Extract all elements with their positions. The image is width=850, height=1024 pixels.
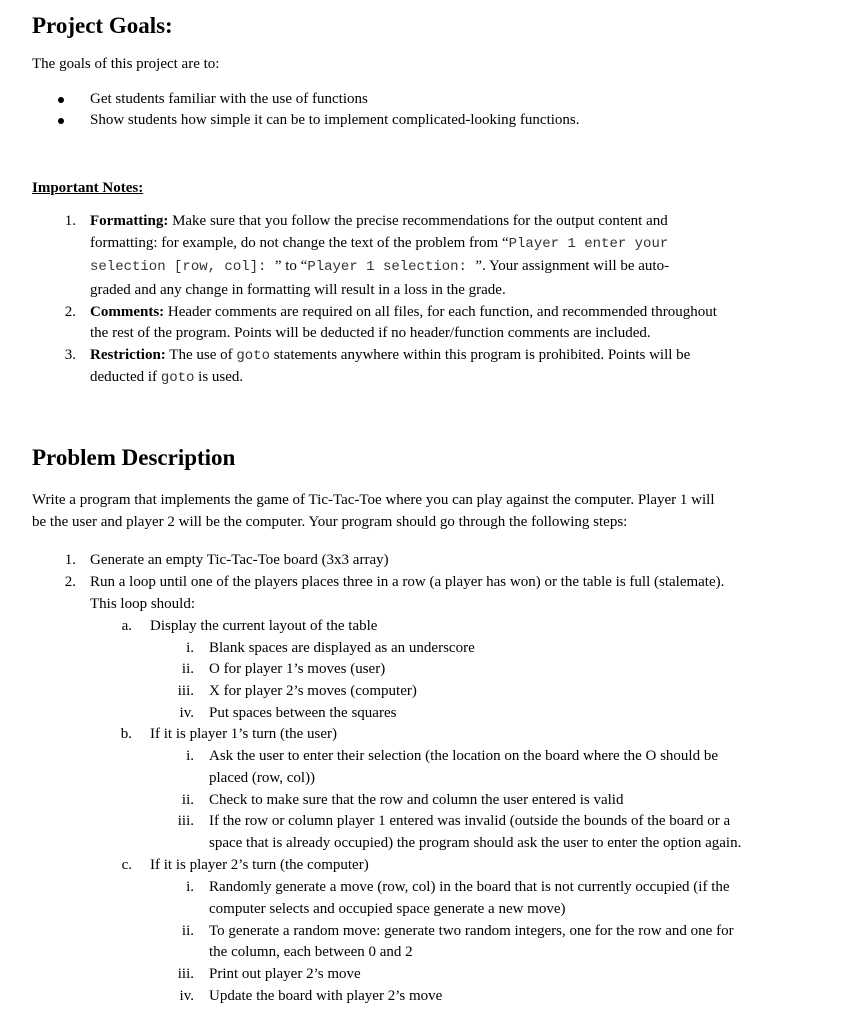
note-text: The use of — [165, 347, 237, 363]
list-marker: i. — [186, 640, 194, 656]
substep-a-ii: O for player 1’s moves (user) — [209, 661, 386, 677]
list-marker: iii. — [177, 813, 194, 829]
list-marker: i. — [186, 879, 194, 895]
note-restriction-line1 — [90, 345, 690, 368]
list-marker: ii. — [181, 661, 194, 677]
note-formatting-line1 — [90, 211, 668, 233]
note-formatting-line3 — [90, 256, 669, 279]
substep-b-iii-line1: If the row or column player 1 entered was invalid (outside the bounds of the board or a — [209, 813, 731, 829]
substep-c-ii-line2: the column, each between 0 and 2 — [209, 944, 413, 960]
substep-c: If it is player 2’s turn (the computer) — [150, 857, 369, 873]
list-marker: 2. — [64, 304, 76, 320]
bullet-icon — [58, 97, 64, 103]
goals-heading: Project Goals: — [32, 13, 173, 38]
note-text: is used. — [194, 369, 244, 385]
substep-b: If it is player 1’s turn (the user) — [150, 726, 338, 742]
note-comments-line1 — [90, 302, 717, 324]
list-marker: 1. — [64, 213, 76, 229]
substep-b-i-line1: Ask the user to enter their selection (the location on the board where the O should be — [209, 748, 719, 764]
code-snippet: goto — [160, 370, 195, 386]
note-text: formatting: for example, do not change the text of the problem from “ — [90, 235, 509, 251]
goals-intro: The goals of this project are to: — [32, 56, 220, 72]
note-text: deducted if — [90, 369, 161, 385]
substep-c-ii-line1: To generate a random move: generate two random integers, one for the row and one for — [209, 923, 734, 939]
substep-c-iv: Update the board with player 2’s move — [209, 988, 443, 1004]
list-marker: iii. — [177, 966, 194, 982]
note-label: Restriction: — [90, 347, 166, 363]
note-text: ” to “ — [274, 258, 308, 274]
substep-a-iii: X for player 2’s moves (computer) — [209, 683, 417, 699]
substep-b-iii-line2: space that is already occupied) the program should ask the user to enter the option again. — [209, 835, 742, 851]
list-marker: ii. — [181, 792, 194, 808]
list-marker: iv. — [179, 988, 194, 1004]
substep-b-ii: Check to make sure that the row and column the user entered is valid — [209, 792, 624, 808]
step-2-line2: This loop should: — [90, 596, 196, 612]
list-marker: 1. — [64, 552, 76, 568]
note-label: Formatting: — [90, 213, 169, 229]
substep-a-iv: Put spaces between the squares — [209, 705, 397, 721]
step-1: Generate an empty Tic-Tac-Toe board (3x3 array) — [90, 552, 389, 568]
list-marker: iii. — [177, 683, 194, 699]
note-comments-line2: the rest of the program. Points will be deducted if no header/function comments are included. — [90, 325, 651, 341]
code-snippet: goto — [236, 348, 270, 364]
goal-item: Show students how simple it can be to implement complicated-looking functions. — [90, 112, 580, 128]
code-snippet: Player 1 selection: — [307, 259, 476, 275]
goal-item: Get students familiar with the use of functions — [90, 91, 368, 107]
substep-a-i: Blank spaces are displayed as an underscore — [209, 640, 475, 656]
substep-c-i-line2: computer selects and occupied space generate a new move) — [209, 901, 566, 917]
substep-b-i-line2: placed (row, col)) — [209, 770, 316, 786]
note-formatting-line4: graded and any change in formatting will result in a loss in the grade. — [90, 282, 506, 298]
code-snippet: Player 1 enter your — [508, 236, 669, 252]
list-marker: b. — [120, 726, 132, 742]
note-restriction-line2 — [90, 367, 243, 390]
problem-paragraph-line2: be the user and player 2 will be the computer. Your program should go through the following steps: — [32, 514, 628, 530]
problem-heading: Problem Description — [32, 445, 236, 470]
list-marker: i. — [186, 748, 194, 764]
note-text: ”. Your assignment will be auto- — [475, 258, 670, 274]
substep-c-i-line1: Randomly generate a move (row, col) in the board that is not currently occupied (if the — [209, 879, 730, 895]
list-marker: c. — [121, 857, 132, 873]
substep-c-iii: Print out player 2’s move — [209, 966, 361, 982]
list-marker: a. — [121, 618, 132, 634]
list-marker: 3. — [64, 347, 76, 363]
note-formatting-line2 — [90, 233, 668, 256]
note-text: Header comments are required on all files, for each function, and recommended throughout — [164, 304, 717, 320]
step-2-line1: Run a loop until one of the players places three in a row (a player has won) or the table is full (stalemate). — [90, 574, 725, 590]
problem-paragraph-line1: Write a program that implements the game of Tic-Tac-Toe where you can play against the computer. Player 1 will — [32, 492, 715, 508]
notes-heading: Important Notes: — [32, 180, 144, 196]
note-label: Comments: — [90, 304, 165, 320]
list-marker: iv. — [179, 705, 194, 721]
note-text: Make sure that you follow the precise recommendations for the output content and — [168, 213, 668, 229]
substep-a: Display the current layout of the table — [150, 618, 378, 634]
list-marker: 2. — [64, 574, 76, 590]
bullet-icon — [58, 118, 64, 124]
list-marker: ii. — [181, 923, 194, 939]
note-text: statements anywhere within this program is prohibited. Points will be — [269, 347, 691, 363]
code-snippet: selection [row, col]: — [90, 259, 275, 275]
